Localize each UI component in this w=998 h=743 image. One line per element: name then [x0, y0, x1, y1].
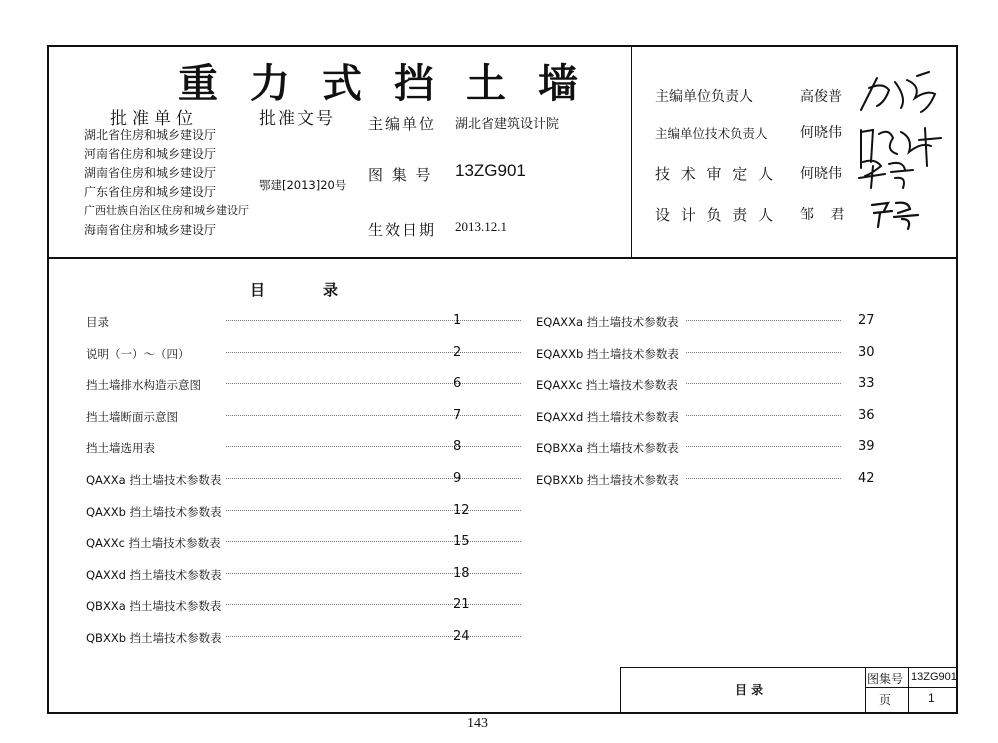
approval-unit: 湖北省住房和城乡建设厅 [84, 128, 217, 142]
toc-entry-title: QAXXa 挡土墙技术参数表 [86, 473, 222, 487]
toc-leader-dots [686, 383, 841, 384]
toc-entry-title: 挡土墙排水构造示意图 [86, 378, 201, 393]
toc-leader-dots [226, 352, 521, 353]
toc-entry-page: 9 [453, 471, 462, 486]
toc-entry-title: QBXXa 挡土墙技术参数表 [86, 599, 222, 614]
toc-leader-dots [226, 383, 521, 384]
toc-entry [86, 346, 476, 364]
approval-doc-number: 鄂建[2013]20号 [259, 178, 347, 192]
personnel-name: 何晓伟 [800, 166, 842, 182]
personnel-role: 主编单位负责人 [655, 89, 753, 105]
toc-title: 目录 [250, 281, 397, 299]
toc-entry-page: 27 [858, 313, 875, 328]
title-block-inner-rule [908, 667, 909, 714]
toc-entry [86, 504, 476, 522]
effective-date-label: 生效日期 [368, 221, 437, 239]
toc-entry [86, 630, 476, 648]
toc-entry-page: 39 [858, 439, 875, 455]
personnel-divider [631, 45, 632, 257]
signature-image [868, 197, 928, 231]
toc-entry-page: 42 [858, 471, 875, 486]
toc-entry [536, 409, 886, 427]
editor-unit: 湖北省建筑设计院 [455, 117, 560, 132]
toc-entry [536, 377, 886, 395]
toc-entry-title: EQBXXb 挡土墙技术参数表 [536, 473, 679, 487]
toc-entry-title: 挡土墙选用表 [86, 441, 155, 456]
toc-entry-title: 说明（一）～（四） [86, 346, 190, 361]
toc-leader-dots [686, 415, 841, 416]
toc-entry-page: 36 [858, 407, 875, 423]
toc-entry [86, 535, 476, 553]
toc-entry [86, 567, 476, 585]
approval-doc-label: 批准文号 [259, 109, 335, 129]
toc-entry-title: EQAXXc 挡土墙技术参数表 [536, 378, 678, 393]
toc-leader-dots [226, 573, 521, 574]
personnel-name: 何晓伟 [800, 125, 842, 141]
signature-image [855, 68, 950, 118]
toc-entry [86, 314, 476, 332]
toc-entry [536, 314, 886, 332]
toc-entry [86, 440, 476, 458]
toc-leader-dots [226, 636, 521, 637]
personnel-role: 技 术 审 定 人 [655, 165, 777, 183]
atlas-number-label: 图集号 [867, 672, 904, 686]
toc-entry-title: 挡土墙断面示意图 [86, 409, 178, 424]
atlas-title: 重力式挡土墙 [178, 60, 610, 107]
toc-entry-title: QAXXb 挡土墙技术参数表 [86, 504, 222, 519]
toc-entry-page: 7 [453, 407, 462, 423]
toc-entry-page: 21 [453, 597, 470, 613]
toc-entry-page: 15 [453, 534, 470, 550]
page-number: 1 [928, 691, 935, 705]
approval-unit: 河南省住房和城乡建设厅 [84, 147, 217, 161]
toc-entry-page: 30 [858, 344, 875, 360]
page-label: 页 [879, 693, 892, 707]
toc-entry-page: 24 [453, 629, 470, 644]
toc-entry-title: EQAXXa 挡土墙技术参数表 [536, 315, 679, 329]
personnel-name: 邹 君 [800, 207, 851, 223]
approval-unit: 海南省住房和城乡建设厅 [84, 223, 217, 237]
toc-entry-page: 18 [453, 565, 470, 581]
toc-entry-title: QAXXd 挡土墙技术参数表 [86, 567, 222, 582]
toc-entry-page: 33 [858, 376, 875, 392]
toc-entry [86, 377, 476, 395]
signature-image [855, 154, 935, 192]
approval-unit: 广东省住房和城乡建设厅 [84, 185, 217, 199]
toc-leader-dots [226, 541, 521, 542]
toc-leader-dots [226, 415, 521, 416]
book-page-number: 143 [467, 716, 488, 731]
toc-entry [536, 440, 886, 458]
toc-entry-title: QBXXb 挡土墙技术参数表 [86, 631, 222, 645]
toc-entry [86, 598, 476, 616]
personnel-role: 主编单位技术负责人 [655, 126, 768, 141]
toc-leader-dots [686, 320, 841, 321]
effective-date: 2013.12.1 [455, 219, 507, 234]
toc-entry-page: 1 [453, 313, 462, 328]
toc-entry-title: EQAXXb 挡土墙技术参数表 [536, 346, 679, 361]
editor-unit-label: 主编单位 [368, 115, 437, 133]
header-divider [47, 257, 958, 259]
atlas-number-label: 图 集 号 [368, 166, 433, 184]
toc-leader-dots [686, 446, 841, 447]
toc-leader-dots [686, 478, 841, 479]
toc-leader-dots [226, 320, 521, 321]
personnel-role: 设 计 负 责 人 [655, 206, 777, 224]
toc-entry-page: 2 [453, 344, 462, 360]
title-block-row-rule [865, 687, 958, 688]
toc-leader-dots [226, 446, 521, 447]
toc-leader-dots [686, 352, 841, 353]
toc-entry [536, 472, 886, 490]
toc-entry-page: 6 [453, 376, 462, 392]
toc-leader-dots [226, 478, 521, 479]
approval-unit: 广西壮族自治区住房和城乡建设厅 [84, 204, 249, 217]
atlas-number: 13ZG901 [455, 161, 526, 180]
personnel-name: 高俊普 [800, 89, 842, 105]
atlas-number: 13ZG901 [911, 671, 957, 683]
approval-unit: 湖南省住房和城乡建设厅 [84, 166, 217, 180]
title-block-left-rule [620, 667, 621, 714]
toc-entry [86, 472, 476, 490]
toc-entry-page: 12 [453, 502, 470, 518]
toc-entry [536, 346, 886, 364]
toc-entry-page: 8 [453, 439, 462, 455]
toc-leader-dots [226, 510, 521, 511]
approval-unit-label: 批准单位 [110, 109, 198, 129]
drawing-name: 目 录 [735, 683, 764, 697]
toc-entry-title: 目录 [86, 315, 109, 329]
title-block-mid-rule [865, 667, 866, 714]
toc-leader-dots [226, 604, 521, 605]
toc-entry-title: EQBXXa 挡土墙技术参数表 [536, 441, 679, 456]
toc-entry-title: EQAXXd 挡土墙技术参数表 [536, 409, 679, 424]
toc-entry [86, 409, 476, 427]
toc-entry-title: QAXXc 挡土墙技术参数表 [86, 536, 221, 551]
